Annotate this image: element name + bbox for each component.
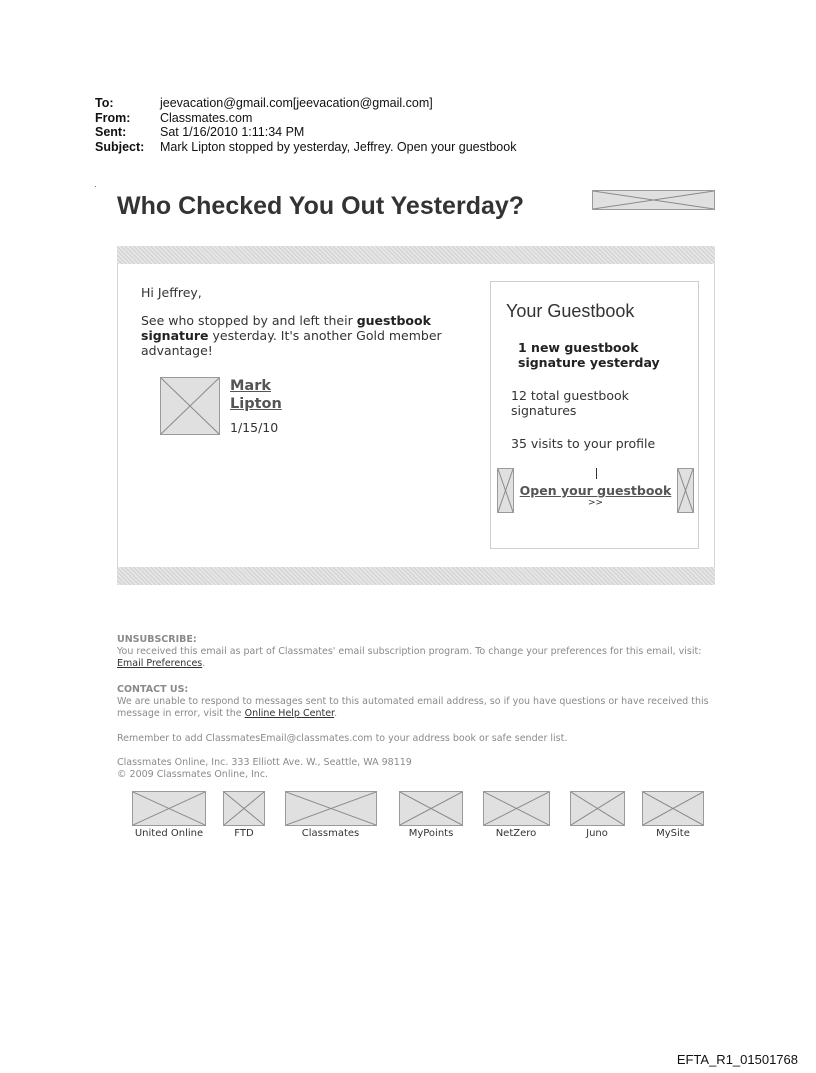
brand-united-online[interactable] bbox=[130, 791, 208, 839]
brand-logo-placeholder bbox=[285, 791, 377, 826]
subject-row bbox=[95, 140, 516, 155]
open-guestbook-arrows[interactable]: >> bbox=[587, 498, 604, 508]
brand-label: MyPoints bbox=[408, 828, 454, 839]
bottom-band bbox=[117, 567, 715, 585]
unsubscribe-body: You received this email as part of Classmates' email subscription program. To change your preferences for this email, visit: bbox=[117, 646, 702, 657]
brand-label: Classmates bbox=[301, 828, 360, 839]
subject-label: Subject: bbox=[95, 139, 145, 154]
intro-text bbox=[141, 313, 461, 358]
broken-image-icon bbox=[484, 792, 549, 825]
intro-bold: guestbook signature bbox=[141, 313, 431, 343]
brand-label: NetZero bbox=[495, 828, 537, 839]
unsubscribe-section bbox=[117, 634, 717, 670]
copyright: © 2009 Classmates Online, Inc. bbox=[117, 769, 269, 780]
total-signatures: 12 total guestbook signatures bbox=[511, 388, 629, 418]
profile-visits: 35 visits to your profile bbox=[511, 436, 656, 451]
brand-mypoints[interactable] bbox=[397, 791, 465, 839]
contact-section bbox=[117, 684, 717, 720]
sent-label: Sent: bbox=[95, 125, 127, 139]
brand-logo-placeholder bbox=[483, 791, 550, 826]
intro-post: yesterday. It's another Gold member advantage! bbox=[141, 328, 442, 358]
company-address: Classmates Online, Inc. 333 Elliott Ave. W., Seattle, WA 98119 bbox=[117, 757, 412, 768]
to-value: jeevacation@gmail.com[jeevacation@gmail.com] bbox=[160, 96, 433, 110]
brand-juno[interactable] bbox=[568, 791, 626, 839]
from-value: Classmates.com bbox=[160, 110, 253, 125]
brand-label: United Online bbox=[134, 828, 204, 839]
button-right-cap[interactable] bbox=[677, 468, 694, 513]
broken-image-icon bbox=[678, 469, 693, 512]
button-left-cap[interactable] bbox=[497, 468, 514, 513]
open-guestbook-link[interactable]: Open your guestbook bbox=[519, 483, 672, 498]
reminder-text: Remember to add ClassmatesEmail@classmates.com to your address book or safe sender list. bbox=[117, 733, 568, 744]
contact-heading: CONTACT US: bbox=[117, 684, 189, 695]
brand-ftd[interactable] bbox=[222, 791, 266, 839]
page-title: Who Checked You Out Yesterday? bbox=[117, 192, 525, 220]
brand-logo-placeholder bbox=[132, 791, 206, 826]
brand-label: Juno bbox=[586, 828, 608, 839]
brand-netzero[interactable] bbox=[481, 791, 551, 839]
brand-logo-placeholder bbox=[570, 791, 625, 826]
email-preferences-link[interactable]: Email Preferences bbox=[117, 658, 203, 669]
brand-label: MySite bbox=[656, 828, 690, 839]
subject-value: Mark Lipton stopped by yesterday, Jeffrey. Open your guestbook bbox=[160, 139, 517, 154]
top-band bbox=[117, 246, 715, 264]
broken-image-icon bbox=[133, 792, 205, 825]
brand-classmates[interactable] bbox=[283, 791, 378, 839]
sent-row bbox=[95, 125, 516, 140]
brand-label: FTD bbox=[234, 828, 254, 839]
broken-image-icon bbox=[224, 792, 264, 825]
classmates-logo-placeholder[interactable] bbox=[592, 190, 715, 210]
brand-logo-placeholder bbox=[399, 791, 463, 826]
company-info bbox=[117, 757, 717, 781]
sent-value: Sat 1/16/2010 1:11:34 PM bbox=[160, 125, 305, 139]
contact-text: We are unable to respond to messages sent to this automated email address, so if you have questions or have received this message in error, visit the Online Help Center. bbox=[117, 696, 709, 719]
from-label: From: bbox=[95, 110, 131, 125]
brand-mysite[interactable] bbox=[641, 791, 705, 839]
broken-image-icon bbox=[400, 792, 462, 825]
visitor-name-link[interactable]: Mark Lipton bbox=[230, 378, 282, 412]
greeting: Hi Jeffrey, bbox=[141, 285, 202, 300]
to-row bbox=[95, 96, 516, 111]
broken-image-icon bbox=[593, 191, 714, 209]
broken-image-icon bbox=[643, 792, 703, 825]
online-help-center-link[interactable]: Online Help Center bbox=[244, 708, 335, 719]
button-top-mark bbox=[596, 468, 597, 479]
contact-body: We are unable to respond to messages sent to this automated email address, so if you have questions or have received this message in error, visit the bbox=[117, 696, 709, 719]
brand-logo-placeholder bbox=[223, 791, 265, 826]
from-row bbox=[95, 111, 516, 126]
to-label: To: bbox=[95, 96, 114, 110]
intro-pre: See who stopped by and left their bbox=[141, 313, 357, 328]
brand-logo-placeholder bbox=[642, 791, 704, 826]
unsubscribe-text: You received this email as part of Classmates' email subscription program. To change your preferences for this email, visit: Email Preferences. bbox=[117, 646, 702, 669]
unsubscribe-heading: UNSUBSCRIBE: bbox=[117, 634, 197, 645]
visitor-date: 1/15/10 bbox=[230, 420, 279, 435]
stray-dot bbox=[95, 186, 96, 187]
guestbook-title: Your Guestbook bbox=[506, 301, 635, 321]
broken-image-icon bbox=[161, 378, 219, 434]
broken-image-icon bbox=[286, 792, 376, 825]
email-header bbox=[95, 96, 516, 154]
new-signatures: 1 new guestbook signature yesterday bbox=[518, 340, 660, 370]
broken-image-icon bbox=[571, 792, 624, 825]
document-id: EFTA_R1_01501768 bbox=[676, 1052, 798, 1067]
visitor-photo[interactable] bbox=[160, 377, 220, 435]
broken-image-icon bbox=[498, 469, 513, 512]
